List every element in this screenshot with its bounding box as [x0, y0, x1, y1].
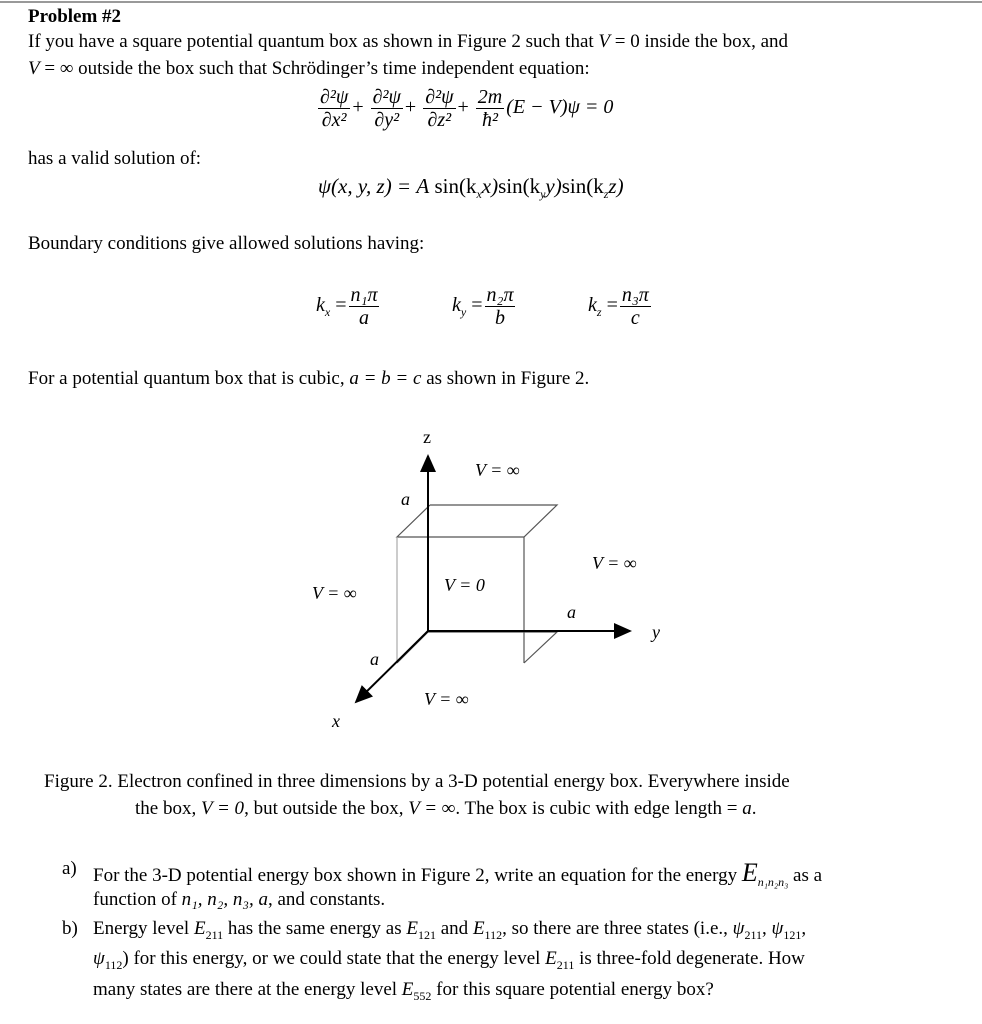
edge-label-z: a [401, 489, 410, 509]
edge-label-x: a [370, 649, 379, 669]
question-b-line-1: Energy level $E_{211}$ has the same energy as $E_{121}$ and $E_{112}$, so there are three states (i.e., $\psi_{211}$, $\psi_{121}$, [93, 918, 807, 942]
v-zero-inside: V = 0 [444, 575, 485, 595]
intro-line-1: If you have a square potential quantum box as shown in Figure 2 such that V = 0 inside the box, and [28, 31, 789, 52]
question-b-line-3: many states are there at the energy level $E_{552}$ for this square potential energy box? [93, 979, 714, 1003]
schrodinger-equation: $\frac{\text{∂²ψ}}{\text{∂x²}}$ + $\frac{\text{∂²ψ}}{\text{∂y²}}$ + $\frac{\text{∂²ψ}}{\text{∂z²}}$ + $\frac{2m}{\text{ħ²}}$ (E − V)ψ = 0 [320, 86, 614, 131]
z-axis-label: z [423, 427, 431, 447]
v-infinity-left: V = ∞ [312, 583, 357, 603]
question-a-line-2: function of n₁, n₂, n₃, a, and constants. [93, 889, 386, 910]
x-axis [356, 631, 428, 702]
caption-line-2: the box, V = 0, but outside the box, V = ∞. The box is cubic with edge length = a. [135, 798, 757, 819]
y-axis-label: y [652, 622, 660, 642]
valid-solution-label: has a valid solution of: [28, 148, 202, 169]
kx-equation: $k_x$ = $\frac{\text{n₁π}}{a}$ [316, 284, 378, 329]
v-infinity-bottom: V = ∞ [424, 689, 469, 709]
kz-equation: $k_z$ = $\frac{\text{n₃π}}{c}$ [588, 284, 649, 329]
cubic-line: For a potential quantum box that is cubic, a = b = c as shown in Figure 2. [28, 368, 590, 389]
x-axis-label: x [332, 711, 340, 731]
question-a-label: a) [62, 858, 77, 879]
question-b-label: b) [62, 918, 78, 939]
caption-line-1: Figure 2. Electron confined in three dimensions by a 3-D potential energy box. Everywhere inside [44, 771, 790, 792]
v-infinity-top: V = ∞ [475, 460, 520, 480]
v-infinity-right: V = ∞ [592, 553, 637, 573]
question-a-line-1: For the 3-D potential energy box shown in Figure 2, write an equation for the energy $E_{n_1n_2n_3}$ as a [93, 858, 823, 889]
question-b-line-2: $\psi_{112}$) for this energy, or we could state that the energy level $E_{211}$ is three-fold degenerate. How [93, 948, 805, 972]
intro-line-2: V = ∞ outside the box such that Schrödinger’s time independent equation: [28, 58, 590, 79]
solution-equation: ψ(x, y, z) = A $\sin(k_xx)\sin(k_yy)\sin(k_zz)$ [318, 174, 624, 202]
edge-label-y: a [567, 602, 576, 622]
ky-equation: $k_y$ = $\frac{\text{n₂π}}{b}$ [452, 284, 514, 329]
boundary-label: Boundary conditions give allowed solutions having: [28, 233, 425, 254]
problem-title: Problem #2 [28, 6, 122, 27]
